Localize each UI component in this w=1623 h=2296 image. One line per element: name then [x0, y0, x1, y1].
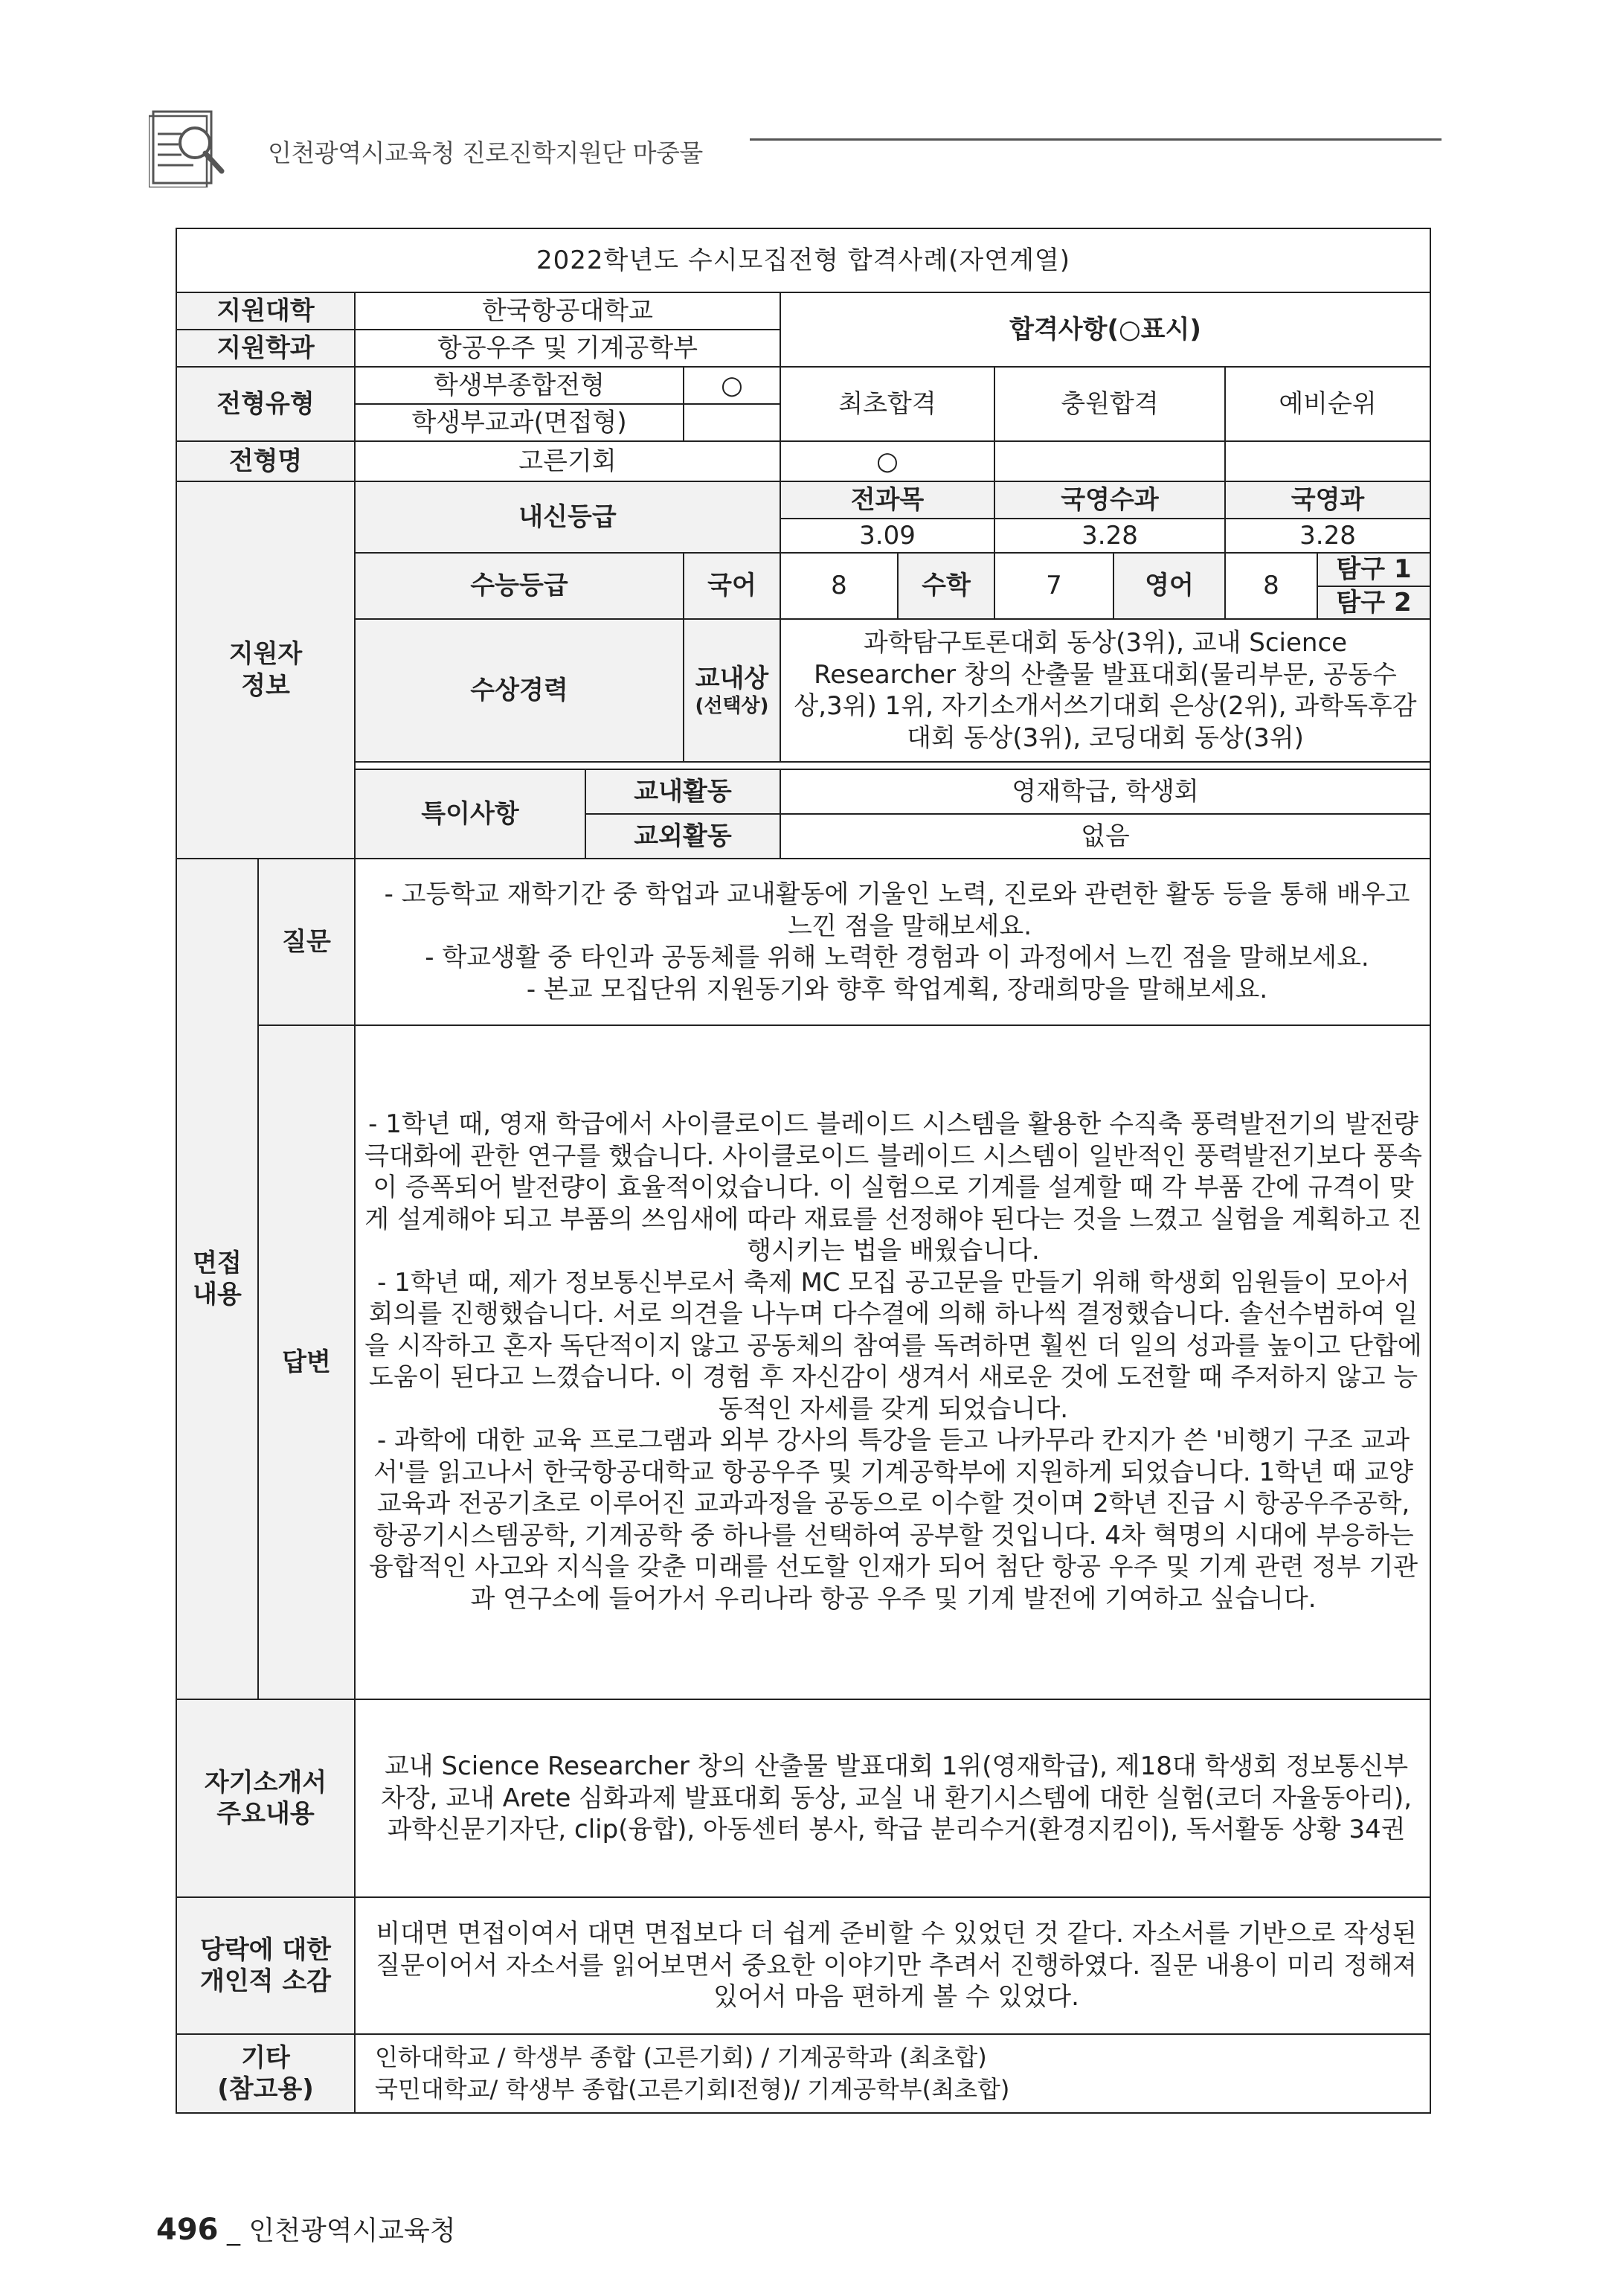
answer-label: 답변 [258, 1025, 355, 1699]
self-intro-label [176, 1699, 355, 1897]
opinion-label-line2: 개인적 소감 [199, 1966, 332, 1996]
result-mark-additional [994, 441, 1225, 481]
page-number: 496 [156, 2213, 219, 2247]
awards-type-line1: 교내상 [695, 663, 769, 693]
footer-separator: _ [226, 2216, 240, 2246]
awards-type [684, 619, 780, 762]
footer-org: 인천광역시교육청 [248, 2216, 456, 2246]
dept-label: 지원학과 [176, 330, 355, 367]
gpa-value-kes: 3.28 [1225, 519, 1430, 553]
univ-label: 지원대학 [176, 292, 355, 330]
inquiry2-label: 탐구 2 [1317, 586, 1430, 620]
page-footer [156, 2210, 456, 2248]
question-item: 느낀 점을 말해보세요. [788, 911, 1032, 941]
result-mark-first: ○ [780, 441, 994, 481]
spacer-row [355, 762, 1430, 769]
awards-type-line2: (선택상) [695, 695, 769, 717]
self-intro-label-line2: 주요내용 [216, 1799, 315, 1829]
applicant-label-line1: 지원자 [228, 639, 303, 669]
question-label: 질문 [258, 859, 355, 1025]
answer-paragraph: - 1학년 때, 제가 정보통신부로서 축제 MC 모집 공고문을 만들기 위해 학생회 임원들이 모아서 회의를 진행했습니다. 서로 의견을 나누며 다수결에 의해 하나씩 결정했습니다. 솔선수범하여 일을 시작하고 혼자 독단적이지 않고 공동체의 참여를 독려하면 훨씬 더 일의 성과를 높이고 단합에 도움이 된다고 느꼈습니다. 이 경험 후 자신감이 생겨서 새로운 것에 도전할 때 주저하지 않고 능동적인 자세를 갖게 되었습니다. [364, 1267, 1422, 1424]
applicant-label [176, 481, 355, 859]
result-col-first: 최초합격 [780, 367, 994, 441]
in-school-label: 교내활동 [585, 769, 780, 814]
english-label: 영어 [1113, 553, 1225, 619]
answer-paragraph: - 과학에 대한 교육 프로그램과 외부 강사의 특강을 듣고 나카무라 칸지가 쓴 '비행기 구조 교과서'를 읽고나서 한국항공대학교 항공우주 및 기계공학부에 지원하게 되었습니다. 1학년 때 교양교육과 전공기초로 이루어진 교과과정을 공동으로 이수할 것이며 2학년 진급 시 항공우주공학, 항공기시스템공학, 기계공학 중 하나를 선택하여 공부할 것입니다. 4차 혁명의 시대에 부응하는 융합적인 사고와 지식을 갖춘 미래를 선도할 인재가 되어 첨단 항공 우주 및 기계 관련 정부 기관과 연구소에 들어가서 우리나라 항공 우주 및 기계 발전에 기여하고 싶습니다. [368, 1426, 1418, 1614]
special-label: 특이사항 [355, 769, 585, 859]
inquiry1-label: 탐구 1 [1317, 553, 1430, 586]
question-item: - 학교생활 중 타인과 공동체를 위해 노력한 경험과 이 과정에서 느낀 점을 말해보세요. [425, 943, 1369, 972]
awards-label: 수상경력 [355, 619, 684, 762]
page-header [149, 104, 1443, 193]
question-list [355, 859, 1430, 1025]
document-search-icon [149, 104, 231, 190]
suneung-label: 수능등급 [355, 553, 684, 619]
header-org-title: 인천광역시교육청 진로진학지원단 마중물 [268, 138, 703, 167]
dept-value: 항공우주 및 기계공학부 [355, 330, 780, 367]
result-col-waitlist: 예비순위 [1225, 367, 1430, 441]
interview-label [176, 859, 258, 1699]
name-label: 전형명 [176, 441, 355, 481]
type-label: 전형유형 [176, 367, 355, 441]
type-option-1: 학생부종합전형 [355, 367, 684, 404]
type-mark: ○ [684, 367, 780, 404]
etc-line: 국민대학교/ 학생부 종합(고른기회Ⅰ전형)/ 기계공학부(최초합) [375, 2075, 1010, 2103]
etc-label [176, 2034, 355, 2113]
in-school-value: 영재학급, 학생회 [780, 769, 1430, 814]
name-value: 고른기회 [355, 441, 780, 481]
etc-text [355, 2034, 1430, 2113]
etc-label-line2: (참고용) [217, 2074, 314, 2104]
answer-paragraph: - 1학년 때, 영재 학급에서 사이클로이드 블레이드 시스템을 활용한 수직축 풍력발전기의 발전량 극대화에 관한 연구를 했습니다. 사이클로이드 블레이드 시스템이 일반적인 풍력발전기보다 풍속이 증폭되어 발전량이 효율적이었습니다. 이 실험으로 기계를 설계할 때 각 부품 간에 규격이 맞게 설계해야 되고 부품의 쓰임새에 따라 재료를 선정해야 된다는 것을 느꼈고 실험을 계획하고 진행시키는 법을 배웠습니다. [364, 1109, 1422, 1266]
opinion-label [176, 1897, 355, 2034]
korean-label: 국어 [684, 553, 780, 619]
awards-text: 과학탐구토론대회 동상(3위), 교내 Science Researcher 창의 산출물 발표대회(물리부문, 공동수상,3위) 1위, 자기소개서쓰기대회 은상(2위), 과학독후감 대회 동상(3위), 코딩대회 동상(3위) [780, 619, 1430, 762]
math-label: 수학 [898, 553, 994, 619]
english-grade: 8 [1225, 553, 1317, 619]
gpa-header-all: 전과목 [780, 481, 994, 519]
gpa-value-all: 3.09 [780, 519, 994, 553]
document-title: 2022학년도 수시모집전형 합격사례(자연계열) [176, 228, 1430, 292]
type-mark-empty [684, 404, 780, 441]
result-col-additional: 충원합격 [994, 367, 1225, 441]
etc-label-line1: 기타 [241, 2042, 290, 2073]
opinion-label-line1: 당락에 대한 [199, 1934, 332, 1965]
question-item: - 본교 모집단위 지원동기와 향후 학업계획, 장래희망을 말해보세요. [526, 974, 1268, 1004]
gpa-value-kems: 3.28 [994, 519, 1225, 553]
korean-grade: 8 [780, 553, 898, 619]
univ-value: 한국항공대학교 [355, 292, 780, 330]
gpa-label: 내신등급 [355, 481, 780, 553]
applicant-label-line2: 정보 [241, 670, 290, 701]
gpa-header-kes: 국영과 [1225, 481, 1430, 519]
admission-case-table [176, 228, 1431, 2114]
math-grade: 7 [994, 553, 1113, 619]
etc-line: 인하대학교 / 학생부 종합 (고른기회) / 기계공학과 (최초합) [375, 2042, 987, 2071]
type-option-2: 학생부교과(면접형) [355, 404, 684, 441]
result-header: 합격사항(○표시) [780, 292, 1430, 367]
opinion-text: 비대면 면접이여서 대면 면접보다 더 쉽게 준비할 수 있었던 것 같다. 자소서를 기반으로 작성된 질문이어서 자소서를 읽어보면서 중요한 이야기만 추려서 진행하였다. 질문 내용이 미리 정해져 있어서 마음 편하게 볼 수 있었다. [355, 1897, 1430, 2034]
self-intro-label-line1: 자기소개서 [204, 1767, 327, 1798]
self-intro-text: 교내 Science Researcher 창의 산출물 발표대회 1위(영재학급), 제18대 학생회 정보통신부 차장, 교내 Arete 심화과제 발표대회 동상, 교실 내 환기시스템에 대한 실험(코더 자율동아리), 과학신문기자단, clip(융합), 아동센터 봉사, 학급 분리수거(환경지킴이), 독서활동 상황 34권 [355, 1699, 1430, 1897]
header-divider [750, 138, 1442, 141]
interview-label-line2: 내용 [193, 1280, 242, 1309]
out-school-value: 없음 [780, 814, 1430, 859]
result-mark-waitlist [1225, 441, 1430, 481]
question-item: - 고등학교 재학기간 중 학업과 교내활동에 기울인 노력, 진로와 관련한 활동 등을 통해 배우고 [384, 879, 1410, 909]
interview-label-line1: 면접 [193, 1248, 242, 1278]
gpa-header-kems: 국영수과 [994, 481, 1225, 519]
out-school-label: 교외활동 [585, 814, 780, 859]
answer-text [355, 1025, 1430, 1699]
